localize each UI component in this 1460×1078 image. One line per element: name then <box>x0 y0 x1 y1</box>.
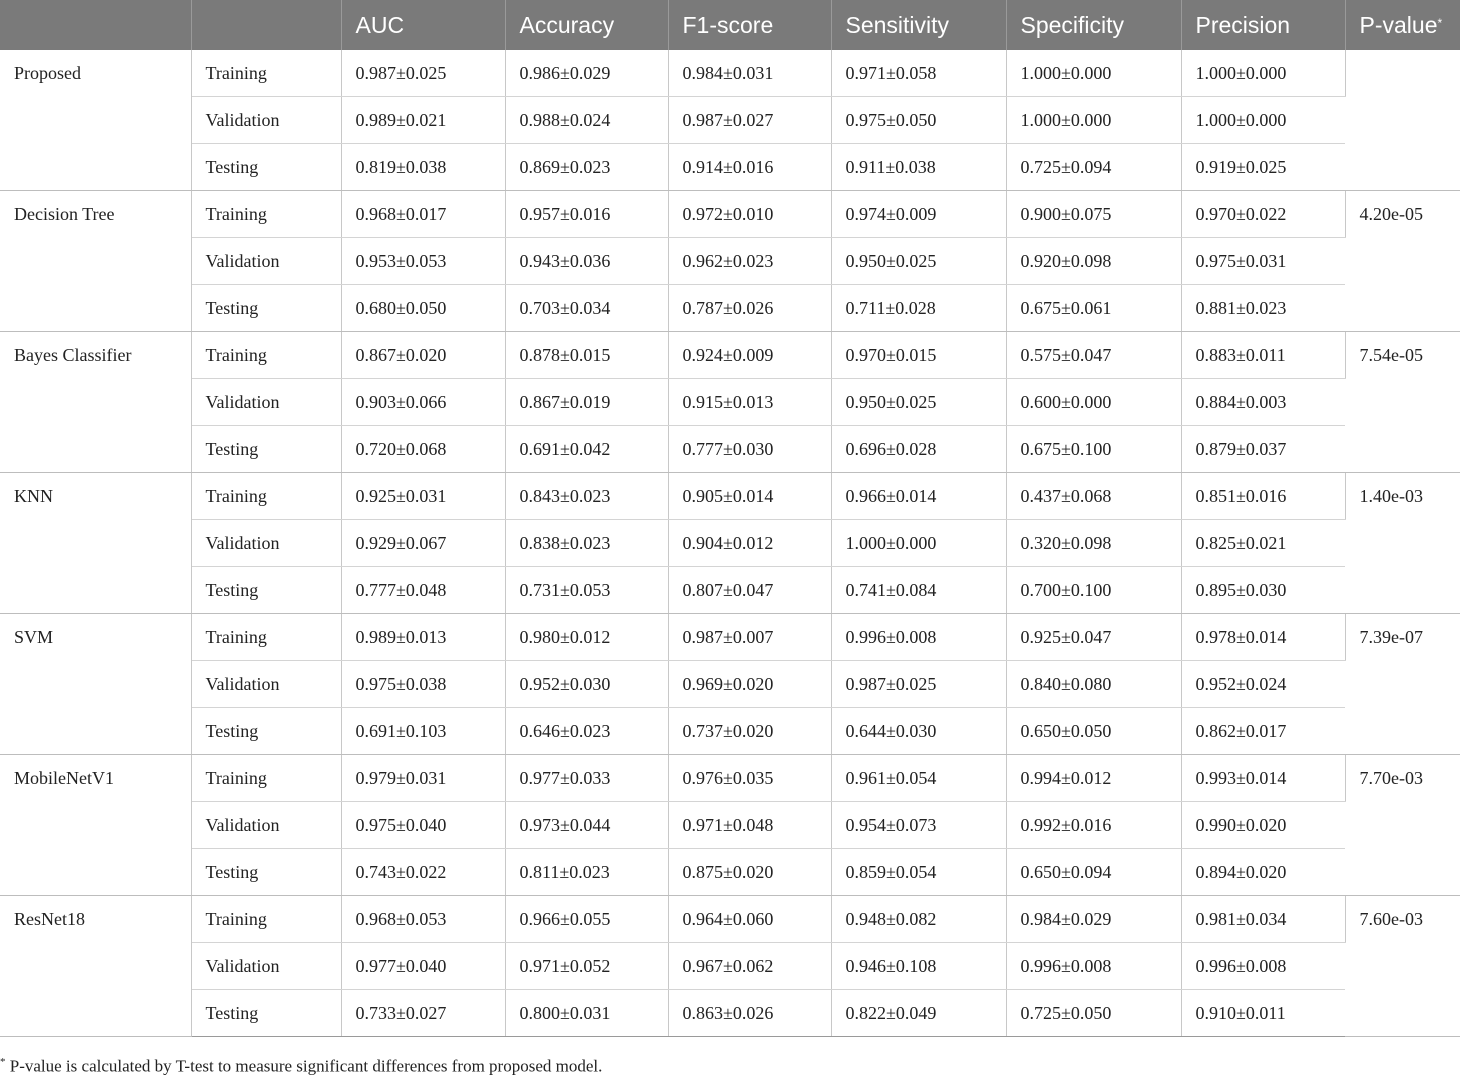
f1-score-cell: 0.777±0.030 <box>668 426 831 473</box>
auc-cell: 0.720±0.068 <box>341 426 505 473</box>
table-row <box>0 849 1460 896</box>
table-row <box>0 708 1460 755</box>
table-row <box>0 238 1460 285</box>
auc-cell: 0.733±0.027 <box>341 990 505 1037</box>
split-cell: Training <box>191 896 341 943</box>
split-cell: Testing <box>191 426 341 473</box>
split-cell: Training <box>191 473 341 520</box>
f1-score-cell: 0.971±0.048 <box>668 802 831 849</box>
table-row <box>0 755 1460 802</box>
specificity-cell: 1.000±0.000 <box>1006 50 1181 97</box>
sensitivity-cell: 0.987±0.025 <box>831 661 1006 708</box>
sensitivity-cell: 0.975±0.050 <box>831 97 1006 144</box>
specificity-cell: 1.000±0.000 <box>1006 97 1181 144</box>
accuracy-cell: 0.867±0.019 <box>505 379 668 426</box>
split-cell: Validation <box>191 97 341 144</box>
f1-score-cell: 0.915±0.013 <box>668 379 831 426</box>
sensitivity-cell: 0.950±0.025 <box>831 238 1006 285</box>
precision-cell: 0.862±0.017 <box>1181 708 1345 755</box>
accuracy-cell: 0.986±0.029 <box>505 50 668 97</box>
table-row <box>0 97 1460 144</box>
accuracy-cell: 0.977±0.033 <box>505 755 668 802</box>
split-cell: Training <box>191 332 341 379</box>
header-auc: AUC <box>341 0 505 50</box>
f1-score-cell: 0.969±0.020 <box>668 661 831 708</box>
table-row <box>0 50 1460 97</box>
precision-cell: 0.970±0.022 <box>1181 191 1345 238</box>
auc-cell: 0.925±0.031 <box>341 473 505 520</box>
p-value-cell: 4.20e-05 <box>1345 191 1460 332</box>
f1-score-cell: 0.875±0.020 <box>668 849 831 896</box>
header-f1-score: F1-score <box>668 0 831 50</box>
precision-cell: 0.881±0.023 <box>1181 285 1345 332</box>
split-cell: Testing <box>191 144 341 191</box>
accuracy-cell: 0.980±0.012 <box>505 614 668 661</box>
header-sensitivity: Sensitivity <box>831 0 1006 50</box>
precision-cell: 0.884±0.003 <box>1181 379 1345 426</box>
precision-cell: 1.000±0.000 <box>1181 97 1345 144</box>
precision-cell: 0.975±0.031 <box>1181 238 1345 285</box>
p-value-cell: 7.54e-05 <box>1345 332 1460 473</box>
accuracy-cell: 0.878±0.015 <box>505 332 668 379</box>
f1-score-cell: 0.914±0.016 <box>668 144 831 191</box>
split-cell: Training <box>191 191 341 238</box>
table-row <box>0 943 1460 990</box>
header-p-value <box>1345 0 1460 50</box>
table-row <box>0 802 1460 849</box>
split-cell: Validation <box>191 802 341 849</box>
model-name-cell: SVM <box>0 614 191 755</box>
table-row <box>0 661 1460 708</box>
precision-cell: 0.990±0.020 <box>1181 802 1345 849</box>
sensitivity-cell: 0.961±0.054 <box>831 755 1006 802</box>
specificity-cell: 0.600±0.000 <box>1006 379 1181 426</box>
specificity-cell: 0.925±0.047 <box>1006 614 1181 661</box>
sensitivity-cell: 0.950±0.025 <box>831 379 1006 426</box>
specificity-cell: 0.437±0.068 <box>1006 473 1181 520</box>
precision-cell: 0.952±0.024 <box>1181 661 1345 708</box>
auc-cell: 0.953±0.053 <box>341 238 505 285</box>
accuracy-cell: 0.952±0.030 <box>505 661 668 708</box>
sensitivity-cell: 0.911±0.038 <box>831 144 1006 191</box>
specificity-cell: 0.725±0.094 <box>1006 144 1181 191</box>
f1-score-cell: 0.984±0.031 <box>668 50 831 97</box>
split-cell: Validation <box>191 661 341 708</box>
auc-cell: 0.989±0.013 <box>341 614 505 661</box>
accuracy-cell: 0.966±0.055 <box>505 896 668 943</box>
specificity-cell: 0.650±0.050 <box>1006 708 1181 755</box>
p-value-cell: 7.39e-07 <box>1345 614 1460 755</box>
header-model <box>0 0 191 50</box>
auc-cell: 0.987±0.025 <box>341 50 505 97</box>
header-split <box>191 0 341 50</box>
accuracy-cell: 0.943±0.036 <box>505 238 668 285</box>
specificity-cell: 0.840±0.080 <box>1006 661 1181 708</box>
specificity-cell: 0.920±0.098 <box>1006 238 1181 285</box>
auc-cell: 0.975±0.038 <box>341 661 505 708</box>
precision-cell: 0.825±0.021 <box>1181 520 1345 567</box>
specificity-cell: 0.675±0.061 <box>1006 285 1181 332</box>
sensitivity-cell: 0.971±0.058 <box>831 50 1006 97</box>
specificity-cell: 0.725±0.050 <box>1006 990 1181 1037</box>
accuracy-cell: 0.971±0.052 <box>505 943 668 990</box>
split-cell: Testing <box>191 285 341 332</box>
sensitivity-cell: 0.974±0.009 <box>831 191 1006 238</box>
split-cell: Testing <box>191 849 341 896</box>
auc-cell: 0.979±0.031 <box>341 755 505 802</box>
split-cell: Testing <box>191 708 341 755</box>
model-name-cell: Bayes Classifier <box>0 332 191 473</box>
specificity-cell: 0.994±0.012 <box>1006 755 1181 802</box>
p-value-cell: 7.70e-03 <box>1345 755 1460 896</box>
specificity-cell: 0.996±0.008 <box>1006 943 1181 990</box>
sensitivity-cell: 0.946±0.108 <box>831 943 1006 990</box>
auc-cell: 0.867±0.020 <box>341 332 505 379</box>
auc-cell: 0.819±0.038 <box>341 144 505 191</box>
f1-score-cell: 0.987±0.007 <box>668 614 831 661</box>
auc-cell: 0.743±0.022 <box>341 849 505 896</box>
specificity-cell: 0.984±0.029 <box>1006 896 1181 943</box>
header-row <box>0 0 1460 50</box>
model-name-cell: ResNet18 <box>0 896 191 1037</box>
accuracy-cell: 0.957±0.016 <box>505 191 668 238</box>
precision-cell: 0.895±0.030 <box>1181 567 1345 614</box>
split-cell: Validation <box>191 943 341 990</box>
accuracy-cell: 0.800±0.031 <box>505 990 668 1037</box>
accuracy-cell: 0.811±0.023 <box>505 849 668 896</box>
precision-cell: 0.910±0.011 <box>1181 990 1345 1037</box>
f1-score-cell: 0.863±0.026 <box>668 990 831 1037</box>
sensitivity-cell: 0.966±0.014 <box>831 473 1006 520</box>
sensitivity-cell: 0.822±0.049 <box>831 990 1006 1037</box>
sensitivity-cell: 0.696±0.028 <box>831 426 1006 473</box>
sensitivity-cell: 0.859±0.054 <box>831 849 1006 896</box>
f1-score-cell: 0.905±0.014 <box>668 473 831 520</box>
precision-cell: 0.879±0.037 <box>1181 426 1345 473</box>
header-accuracy: Accuracy <box>505 0 668 50</box>
accuracy-cell: 0.988±0.024 <box>505 97 668 144</box>
sensitivity-cell: 1.000±0.000 <box>831 520 1006 567</box>
accuracy-cell: 0.703±0.034 <box>505 285 668 332</box>
precision-cell: 0.883±0.011 <box>1181 332 1345 379</box>
split-cell: Training <box>191 50 341 97</box>
accuracy-cell: 0.973±0.044 <box>505 802 668 849</box>
table-row <box>0 896 1460 943</box>
accuracy-cell: 0.843±0.023 <box>505 473 668 520</box>
f1-score-cell: 0.737±0.020 <box>668 708 831 755</box>
precision-cell: 0.894±0.020 <box>1181 849 1345 896</box>
specificity-cell: 0.650±0.094 <box>1006 849 1181 896</box>
split-cell: Testing <box>191 990 341 1037</box>
precision-cell: 0.996±0.008 <box>1181 943 1345 990</box>
f1-score-cell: 0.962±0.023 <box>668 238 831 285</box>
auc-cell: 0.680±0.050 <box>341 285 505 332</box>
accuracy-cell: 0.838±0.023 <box>505 520 668 567</box>
f1-score-cell: 0.904±0.012 <box>668 520 831 567</box>
table-row <box>0 285 1460 332</box>
footnote-marker: * <box>0 1056 6 1068</box>
specificity-cell: 0.700±0.100 <box>1006 567 1181 614</box>
sensitivity-cell: 0.644±0.030 <box>831 708 1006 755</box>
split-cell: Training <box>191 755 341 802</box>
model-name-cell: Proposed <box>0 50 191 191</box>
sensitivity-cell: 0.948±0.082 <box>831 896 1006 943</box>
f1-score-cell: 0.972±0.010 <box>668 191 831 238</box>
auc-cell: 0.777±0.048 <box>341 567 505 614</box>
header-specificity: Specificity <box>1006 0 1181 50</box>
f1-score-cell: 0.967±0.062 <box>668 943 831 990</box>
f1-score-cell: 0.924±0.009 <box>668 332 831 379</box>
header-p-value-marker: * <box>1437 15 1443 30</box>
p-value-cell: 1.40e-03 <box>1345 473 1460 614</box>
table-row <box>0 379 1460 426</box>
precision-cell: 0.981±0.034 <box>1181 896 1345 943</box>
sensitivity-cell: 0.996±0.008 <box>831 614 1006 661</box>
f1-score-cell: 0.807±0.047 <box>668 567 831 614</box>
table-row <box>0 473 1460 520</box>
model-name-cell: MobileNetV1 <box>0 755 191 896</box>
table-footnote <box>0 1056 602 1077</box>
precision-cell: 0.978±0.014 <box>1181 614 1345 661</box>
auc-cell: 0.968±0.053 <box>341 896 505 943</box>
header-precision: Precision <box>1181 0 1345 50</box>
f1-score-cell: 0.964±0.060 <box>668 896 831 943</box>
auc-cell: 0.989±0.021 <box>341 97 505 144</box>
specificity-cell: 0.992±0.016 <box>1006 802 1181 849</box>
split-cell: Validation <box>191 520 341 567</box>
split-cell: Testing <box>191 567 341 614</box>
table-row <box>0 567 1460 614</box>
auc-cell: 0.691±0.103 <box>341 708 505 755</box>
accuracy-cell: 0.646±0.023 <box>505 708 668 755</box>
table-row <box>0 144 1460 191</box>
table-row <box>0 332 1460 379</box>
accuracy-cell: 0.869±0.023 <box>505 144 668 191</box>
header-p-value-label: P-value <box>1359 11 1438 38</box>
p-value-cell: 7.60e-03 <box>1345 896 1460 1037</box>
specificity-cell: 0.320±0.098 <box>1006 520 1181 567</box>
auc-cell: 0.968±0.017 <box>341 191 505 238</box>
auc-cell: 0.929±0.067 <box>341 520 505 567</box>
split-cell: Validation <box>191 238 341 285</box>
sensitivity-cell: 0.970±0.015 <box>831 332 1006 379</box>
table-body <box>0 50 1460 1037</box>
accuracy-cell: 0.731±0.053 <box>505 567 668 614</box>
f1-score-cell: 0.787±0.026 <box>668 285 831 332</box>
precision-cell: 0.993±0.014 <box>1181 755 1345 802</box>
f1-score-cell: 0.976±0.035 <box>668 755 831 802</box>
precision-cell: 0.919±0.025 <box>1181 144 1345 191</box>
sensitivity-cell: 0.741±0.084 <box>831 567 1006 614</box>
p-value-cell <box>1345 50 1460 191</box>
sensitivity-cell: 0.954±0.073 <box>831 802 1006 849</box>
model-name-cell: KNN <box>0 473 191 614</box>
precision-cell: 1.000±0.000 <box>1181 50 1345 97</box>
auc-cell: 0.975±0.040 <box>341 802 505 849</box>
specificity-cell: 0.575±0.047 <box>1006 332 1181 379</box>
specificity-cell: 0.675±0.100 <box>1006 426 1181 473</box>
table-row <box>0 426 1460 473</box>
model-name-cell: Decision Tree <box>0 191 191 332</box>
f1-score-cell: 0.987±0.027 <box>668 97 831 144</box>
accuracy-cell: 0.691±0.042 <box>505 426 668 473</box>
precision-cell: 0.851±0.016 <box>1181 473 1345 520</box>
auc-cell: 0.977±0.040 <box>341 943 505 990</box>
split-cell: Validation <box>191 379 341 426</box>
split-cell: Training <box>191 614 341 661</box>
auc-cell: 0.903±0.066 <box>341 379 505 426</box>
table-row <box>0 520 1460 567</box>
specificity-cell: 0.900±0.075 <box>1006 191 1181 238</box>
table-row <box>0 614 1460 661</box>
table-row <box>0 191 1460 238</box>
table-row <box>0 990 1460 1037</box>
footnote-text: P-value is calculated by T-test to measure significant differences from proposed model. <box>5 1056 603 1076</box>
sensitivity-cell: 0.711±0.028 <box>831 285 1006 332</box>
